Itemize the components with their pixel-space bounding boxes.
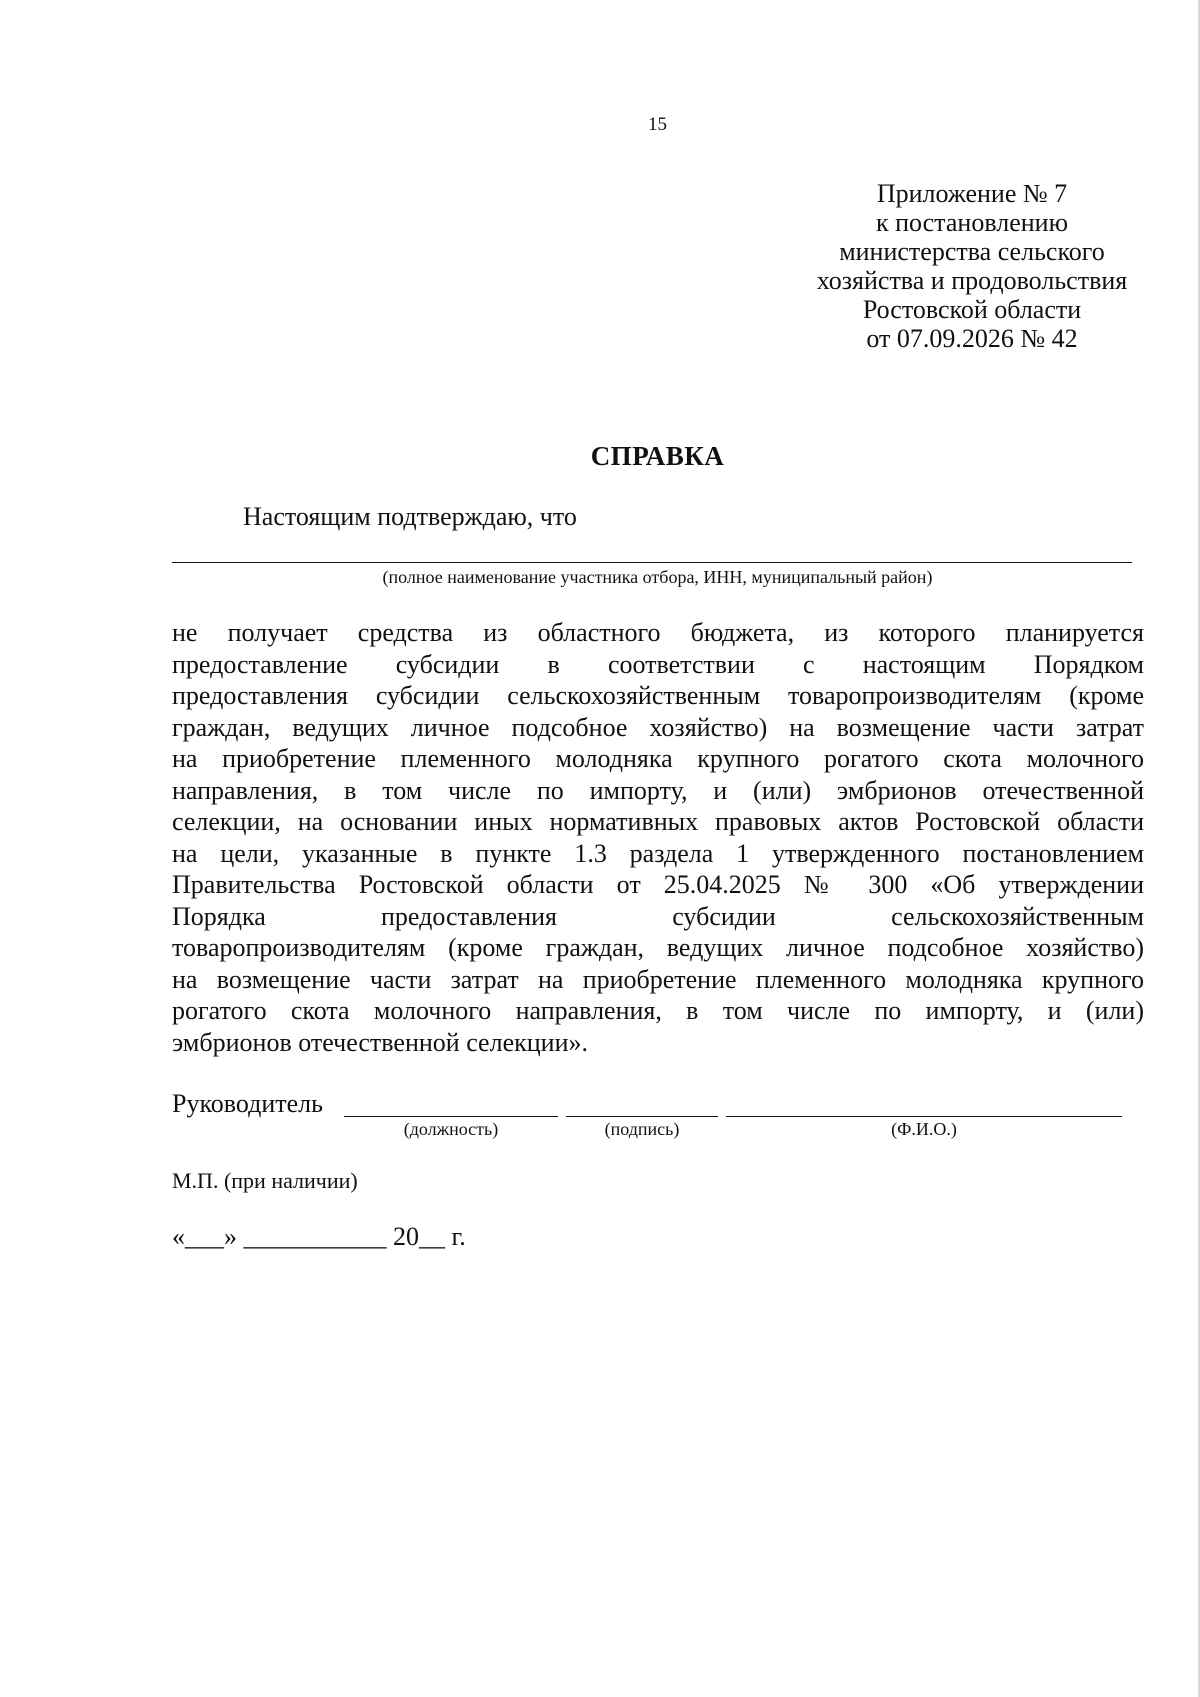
appendix-line: Ростовской области	[862, 295, 1082, 324]
body-line: граждан, ведущих личное подсобное хозяйство) на возмещение части затрат	[172, 712, 1144, 742]
appendix-line: от 07.09.2026 № 42	[866, 324, 1078, 353]
date-line: «___» ___________ 20__ г.	[172, 1222, 466, 1251]
body-line: на цели, указанные в пункте 1.3 раздела 1 утвержденного постановлением	[172, 838, 1144, 868]
name-fill-line	[726, 1116, 1122, 1117]
document-title: СПРАВКА	[590, 441, 725, 471]
body-line: эмбрионов отечественной селекции».	[172, 1027, 588, 1057]
signature-label: Руководитель	[172, 1089, 323, 1118]
body-line: товаропроизводителям (кроме граждан, ведущих личное подсобное хозяйство)	[172, 933, 1144, 962]
body-line: на приобретение племенного молодняка крупного рогатого скота молочного	[172, 744, 1144, 773]
page-number: 15	[648, 114, 667, 135]
appendix-line: к постановлению	[875, 208, 1069, 237]
body-line: селекции, на основании иных нормативных правовых актов Ростовской области	[172, 807, 1144, 836]
body-line: Порядка предоставления субсидии сельскохозяйственным	[172, 901, 1144, 931]
appendix-line: Приложение № 7	[876, 179, 1068, 208]
stamp-note: М.П. (при наличии)	[172, 1168, 358, 1193]
body-line: предоставление субсидии в соответствии с настоящим Порядком	[172, 649, 1144, 679]
body-line: направления, в том числе по импорту, и (или) эмбрионов отечественной	[172, 775, 1144, 805]
appendix-header	[792, 179, 1152, 353]
position-fill-line	[344, 1116, 558, 1117]
appendix-line: министерства сельского	[839, 237, 1105, 266]
signature-fill-line	[566, 1116, 718, 1117]
intro-text: Настоящим подтверждаю, что	[243, 502, 577, 531]
signature-caption: (подпись)	[604, 1119, 680, 1139]
body-paragraph	[172, 617, 1144, 1058]
position-caption: (должность)	[403, 1119, 499, 1139]
name-caption: (Ф.И.О.)	[891, 1119, 957, 1139]
body-line: предоставления субсидии сельскохозяйственным товаропроизводителям (кроме	[172, 681, 1144, 710]
body-line: Правительства Ростовской области от 25.04.2025 № 300 «Об утверждении	[172, 870, 1144, 899]
body-line: не получает средства из областного бюджета, из которого планируется	[172, 618, 1144, 647]
body-line: рогатого скота молочного направления, в том числе по импорту, и (или)	[172, 996, 1144, 1025]
appendix-line: хозяйства и продовольствия	[816, 266, 1128, 295]
body-line: на возмещение части затрат на приобретение племенного молодняка крупного	[172, 964, 1144, 994]
participant-fill-line	[172, 562, 1132, 563]
participant-caption: (полное наименование участника отбора, ИНН, муниципальный район)	[382, 567, 933, 587]
